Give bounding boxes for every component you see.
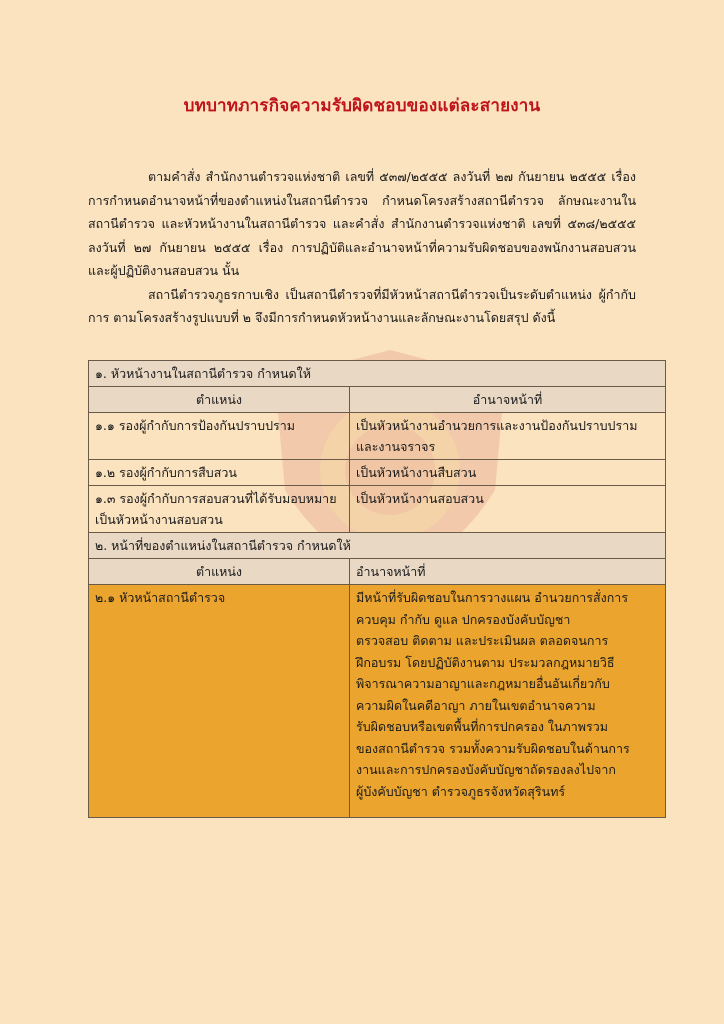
position-cell: ๒.๑ หัวหน้าสถานีตำรวจ: [89, 585, 350, 818]
authority-line: ผู้บังคับบัญชา ตำรวจภูธรจังหวัดสุรินทร์: [356, 783, 566, 799]
table-row-highlighted: [89, 585, 666, 818]
authority-line: ความผิดในคดีอาญา ภายในเขตอำนาจความ: [356, 697, 596, 713]
authority-cell: [350, 585, 666, 818]
intro-paragraph-1: ตามคำสั่ง สำนักงานตำรวจแห่งชาติ เลขที่ ๕๓๗/๒๕๕๕ ลงวันที่ ๒๗ กันยายน ๒๕๕๕ เรื่องการกำหนดอำนาจหน้าที่ของตำแหน่งในสถานีตำรวจ กำหนดโครงสร้างสถานีตำรวจ ลักษณะงานในสถานีตำรวจ และหัวหน้างานในสถานีตำรวจ และคำสั่ง สำนักงานตำรวจแห่งชาติ เลขที่ ๕๓๘/๒๕๕๕ ลงวันที่ ๒๗ กันยายน ๒๕๕๕ เรื่อง การปฏิบัติและอำนาจหน้าที่ความรับผิดชอบของพนักงานสอบสวนและผู้ปฏิบัติงานสอบสวน นั้น: [88, 169, 636, 278]
authority-line: งานและการปกครองบังคับบัญชาถัดรองลงไปจาก: [356, 762, 616, 777]
position-cell: ๑.๓ รองผู้กำกับการสอบสวนที่ได้รับมอบหมายเป็นหัวหน้างานสอบสวน: [89, 486, 350, 533]
authority-line: ควบคุม กำกับ ดูแล ปกครองบังคับบัญชา: [356, 611, 571, 627]
authority-line: พิจารณาความอาญาและกฎหมายอื่นอันเกี่ยวกับ: [356, 676, 610, 691]
section-2-heading-row: [89, 533, 666, 559]
column-header-authority: อำนาจหน้าที่: [350, 559, 666, 585]
authority-cell: เป็นหัวหน้างานสอบสวน: [350, 486, 666, 533]
column-header-authority: อำนาจหน้าที่: [350, 387, 666, 413]
table-row: [89, 413, 666, 460]
page-title: บทบาทภารกิจความรับผิดชอบของแต่ละสายงาน: [183, 96, 541, 116]
authority-line: มีหน้าที่รับผิดชอบในการวางแผน อำนวยการสั่งการ: [356, 590, 629, 605]
section-2-column-header-row: [89, 559, 666, 585]
intro-text: [88, 165, 636, 330]
authority-line: ของสถานีตำรวจ รวมทั้งความรับผิดชอบในด้านการ: [356, 740, 630, 756]
column-header-position: ตำแหน่ง: [89, 559, 350, 585]
position-cell: ๑.๒ รองผู้กำกับการสืบสวน: [89, 460, 350, 486]
responsibility-table: [88, 360, 666, 818]
section-1-heading-row: [89, 361, 666, 387]
intro-paragraph-2: สถานีตำรวจภูธรกาบเชิง เป็นสถานีตำรวจที่มีหัวหน้าสถานีตำรวจเป็นระดับตำแหน่ง ผู้กำกับการ ตามโครงสร้างรูปแบบที่ ๒ จึงมีการกำหนดหัวหน้างานและลักษณะงานโดยสรุป ดังนี้: [88, 286, 636, 325]
authority-line: รับผิดชอบหรือเขตพื้นที่การปกครอง ในภาพรวม: [356, 719, 609, 734]
section-1-column-header-row: [89, 387, 666, 413]
authority-line: ฝึกอบรม โดยปฏิบัติงานตาม ประมวลกฎหมายวิธี: [356, 654, 615, 670]
column-header-position: ตำแหน่ง: [89, 387, 350, 413]
table-row: [89, 486, 666, 533]
position-cell: ๑.๑ รองผู้กำกับการป้องกันปราบปราม: [89, 413, 350, 460]
section-1-heading: ๑. หัวหน้างานในสถานีตำรวจ กำหนดให้: [89, 361, 666, 387]
section-2-heading: ๒. หน้าที่ของตำแหน่งในสถานีตำรวจ กำหนดให้: [89, 533, 666, 559]
authority-cell: เป็นหัวหน้างานอำนวยการและงานป้องกันปราบปราม และงานจราจร: [350, 413, 666, 460]
table-row: [89, 460, 666, 486]
authority-cell: เป็นหัวหน้างานสืบสวน: [350, 460, 666, 486]
authority-line: ตรวจสอบ ติดตาม และประเมินผล ตลอดจนการ: [356, 633, 609, 648]
